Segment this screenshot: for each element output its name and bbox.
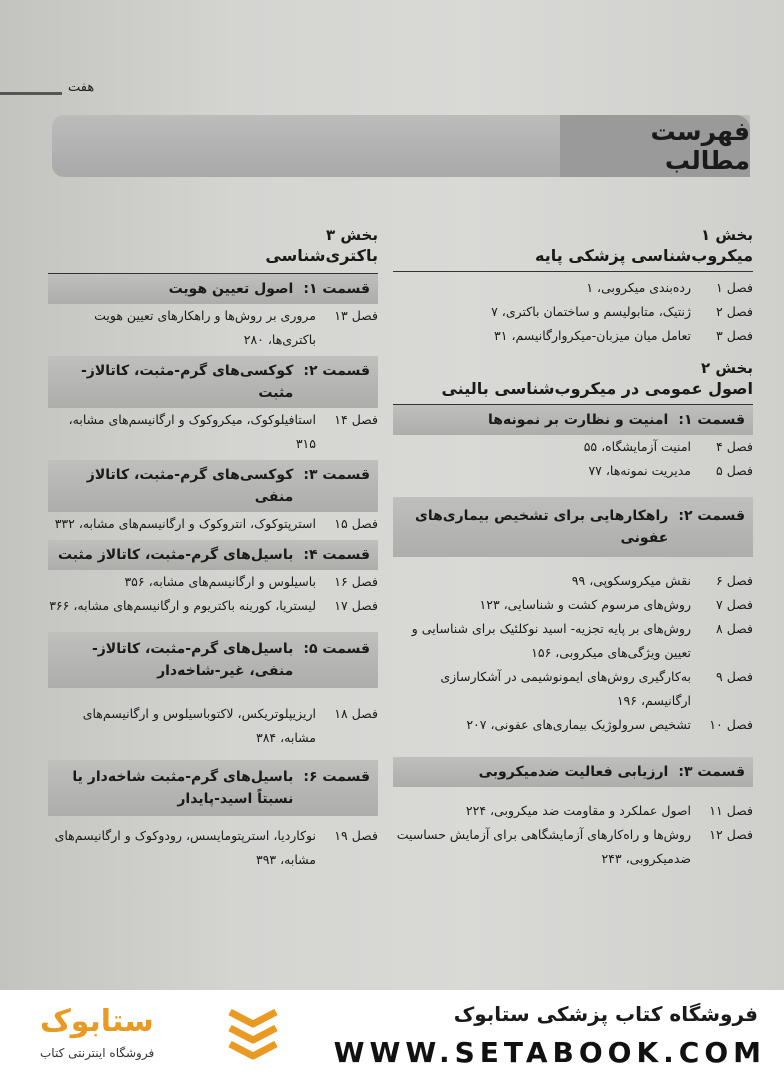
chapter-label: فصل ۱۱ — [709, 803, 753, 818]
chapter-title: مدیریت نمونه‌ها، ۷۷ — [588, 463, 691, 478]
chapter-title: استرپتوکوک، انتروکوک و ارگانیسم‌های مشابه، ۳۳۲ — [54, 516, 316, 531]
toc-entry[interactable] — [48, 702, 378, 750]
chapter-title: امنیت آزمایشگاه، ۵۵ — [583, 439, 691, 454]
part-label: قسمت ۴: — [303, 547, 370, 563]
chapter-title: تعامل میان میزبان-میکروارگانیسم، ۳۱ — [494, 328, 691, 343]
store-url[interactable]: WWW.SETABOOK.COM — [333, 1036, 766, 1069]
part-title: ارزیابی فعالیت ضدمیکروبی — [478, 764, 669, 780]
section-1-subtitle: میکروب‌شناسی پزشکی پایه — [535, 246, 753, 265]
toc-entry[interactable] — [393, 435, 753, 459]
section-3-subtitle: باکتری‌شناسی — [265, 246, 378, 265]
part-heading — [393, 497, 753, 557]
part-title: کوکسی‌های گرم-مثبت، کاتالاز-مثبت — [80, 363, 294, 401]
section-2-subtitle: اصول عمومی در میکروب‌شناسی بالینی — [441, 379, 753, 398]
part-heading — [393, 405, 753, 435]
part-label: قسمت ۵: — [303, 641, 370, 657]
chapter-label: فصل ۱۷ — [334, 598, 378, 613]
part-label: قسمت ۶: — [303, 769, 370, 785]
toc-entry[interactable] — [48, 512, 378, 536]
store-name: فروشگاه کتاب پزشکی ستابوک — [453, 1002, 758, 1026]
section-3-title: بخش ۳ — [325, 226, 378, 244]
part-label: قسمت ۲: — [303, 363, 370, 379]
divider — [393, 271, 753, 272]
toc-entry[interactable] — [393, 324, 753, 348]
part-heading — [48, 274, 378, 304]
logo-subtitle: فروشگاه اینترنتی کتاب — [40, 1046, 155, 1060]
chapter-label: فصل ۹ — [716, 669, 753, 684]
chapter-title: تشخیص سرولوژیک بیماری‌های عفونی، ۲۰۷ — [466, 717, 691, 732]
chapter-title: نوکاردیا، استرپتومایسس، رودوکوک و ارگانیسم‌های مشابه، ۳۹۳ — [54, 828, 316, 867]
toc-entry[interactable] — [48, 304, 378, 352]
chapter-label: فصل ۱۲ — [709, 827, 753, 842]
part-label: قسمت ۱: — [303, 281, 370, 297]
chapter-title: اریزیپلوتریکس، لاکتوباسیلوس و ارگانیسم‌های مشابه، ۳۸۴ — [82, 706, 316, 745]
chapter-label: فصل ۶ — [716, 573, 753, 588]
chapter-label: فصل ۱۶ — [334, 574, 378, 589]
part-heading — [48, 460, 378, 512]
toc-entry[interactable] — [48, 408, 378, 456]
toc-entry[interactable] — [393, 300, 753, 324]
part-title: باسیل‌های گرم-مثبت، کاتالاز-منفی، غیر-شاخه‌دار — [91, 641, 294, 679]
toc-column-left — [48, 225, 378, 872]
part-label: قسمت ۳: — [678, 764, 745, 780]
chevron-stack-icon — [226, 1006, 280, 1064]
chapter-label: فصل ۱۴ — [334, 412, 378, 427]
chapter-label: فصل ۲ — [716, 304, 753, 319]
part-title: باسیل‌های گرم-مثبت، کاتالاز مثبت — [57, 547, 294, 563]
chapter-title: استافیلوکوک، میکروکوک و ارگانیسم‌های مشابه، ۳۱۵ — [68, 412, 316, 451]
toc-entry[interactable] — [393, 799, 753, 823]
chapter-label: فصل ۷ — [716, 597, 753, 612]
page-number-rule — [0, 92, 62, 95]
chapter-title: ژنتیک، متابولیسم و ساختمان باکتری، ۷ — [491, 304, 691, 319]
part-heading — [48, 540, 378, 570]
toc-entry[interactable] — [393, 665, 753, 713]
toc-entry[interactable] — [393, 617, 753, 665]
chapter-title: روش‌های بر پایه تجزیه- اسید نوکلئیک برای شناسایی و تعیین ویژگی‌های میکروبی، ۱۵۶ — [411, 621, 691, 660]
part-title: امنیت و نظارت بر نمونه‌ها — [488, 412, 669, 428]
part-heading — [48, 356, 378, 408]
toc-entry[interactable] — [48, 570, 378, 594]
chapter-title: روش‌ها و راه‌کارهای آزمایشگاهی برای آزمایش حساسیت ضدمیکروبی، ۲۴۳ — [396, 827, 691, 866]
chapter-title: باسیلوس و ارگانیسم‌های مشابه، ۳۵۶ — [124, 574, 316, 589]
chapter-label: فصل ۳ — [716, 328, 753, 343]
chapter-title: به‌کارگیری روش‌های ایمونوشیمی در آشکارسازی ارگانیسم، ۱۹۶ — [440, 669, 691, 708]
chapter-label: فصل ۱۰ — [709, 717, 753, 732]
part-label: قسمت ۱: — [678, 412, 745, 428]
page-number: هفت — [68, 80, 95, 95]
part-title: اصول تعیین هویت — [168, 281, 294, 297]
toc-entry[interactable] — [393, 593, 753, 617]
chapter-label: فصل ۱۵ — [334, 516, 378, 531]
chapter-title: مروری بر روش‌ها و راهکارهای تعیین هویت باکتری‌ها، ۲۸۰ — [94, 308, 316, 347]
part-title: باسیل‌های گرم-مثبت شاخه‌دار یا نسبتاً اسید-پایدار — [72, 769, 294, 807]
chapter-label: فصل ۱۳ — [334, 308, 378, 323]
part-heading — [48, 760, 378, 816]
part-heading — [48, 632, 378, 688]
toc-entry[interactable] — [48, 824, 378, 872]
store-watermark-footer — [0, 990, 784, 1080]
chapter-label: فصل ۴ — [716, 439, 753, 454]
toc-entry[interactable] — [393, 823, 753, 871]
toc-title-bar — [52, 115, 750, 177]
chapter-title: روش‌های مرسوم کشت و شناسایی، ۱۲۳ — [479, 597, 691, 612]
section-1-title: بخش ۱ — [700, 226, 753, 244]
chapter-title: نقش میکروسکوپی، ۹۹ — [571, 573, 691, 588]
logo-text: ستابوک — [40, 1004, 154, 1039]
chapter-label: فصل ۱ — [716, 280, 753, 295]
part-label: قسمت ۲: — [678, 508, 745, 524]
toc-entry[interactable] — [393, 459, 753, 483]
toc-entry[interactable] — [393, 569, 753, 593]
chapter-label: فصل ۱۹ — [334, 828, 378, 843]
chapter-title: اصول عملکرد و مقاومت ضد میکروبی، ۲۲۴ — [465, 803, 691, 818]
part-title: راهکارهایی برای تشخیص بیماری‌های عفونی — [415, 508, 669, 546]
part-title: کوکسی‌های گرم-مثبت، کاتالاز منفی — [86, 467, 294, 505]
toc-column-right — [393, 225, 753, 871]
chapter-label: فصل ۱۸ — [334, 706, 378, 721]
toc-title: فهرست مطالب — [560, 115, 750, 177]
part-heading — [393, 757, 753, 787]
toc-entry[interactable] — [393, 276, 753, 300]
chapter-label: فصل ۸ — [716, 621, 753, 636]
chapter-title: لیستریا، کورینه باکتریوم و ارگانیسم‌های مشابه، ۳۶۶ — [49, 598, 316, 613]
section-2-title: بخش ۲ — [700, 359, 753, 377]
toc-entry[interactable] — [48, 594, 378, 618]
part-label: قسمت ۳: — [303, 467, 370, 483]
chapter-label: فصل ۵ — [716, 463, 753, 478]
toc-entry[interactable] — [393, 713, 753, 737]
chapter-title: رده‌بندی میکروبی، ۱ — [586, 280, 691, 295]
